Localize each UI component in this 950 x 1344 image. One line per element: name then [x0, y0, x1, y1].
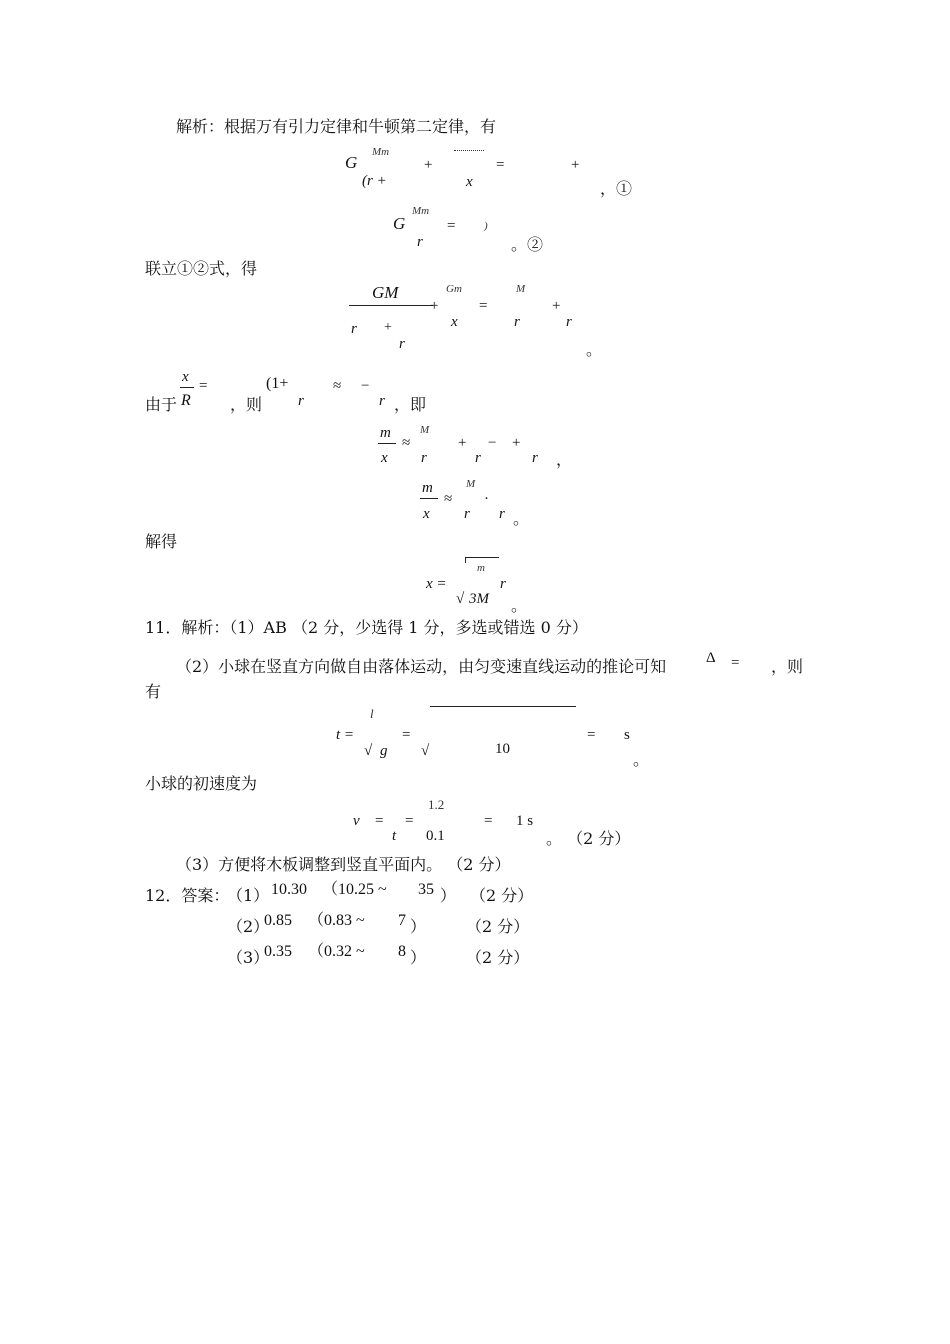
q12-row3-close: ）: [410, 948, 427, 967]
eq6-M: M: [466, 478, 476, 490]
eq1-den: (r +: [362, 173, 387, 189]
eq3-num: GM: [372, 283, 399, 302]
eq3-plus-c: +: [552, 298, 561, 314]
eq5-r2: r: [475, 450, 481, 466]
eq5-M: M: [420, 424, 430, 436]
t-radical-bar: [430, 706, 576, 707]
eq2-eq: =: [447, 218, 456, 234]
eq5-fraction-bar: [378, 443, 396, 444]
q11-then: ，则: [771, 657, 804, 676]
eq6-dot: ·: [484, 491, 489, 507]
eq7-end: 。: [511, 596, 528, 615]
eq4-minus: −: [361, 378, 370, 394]
eq3-x: x: [451, 314, 458, 330]
eq5-end: ，: [556, 450, 573, 469]
q11-initial-velocity: 小球的初速度为: [145, 774, 258, 793]
intro-text: 解析：根据万有引力定律和牛顿第二定律，有: [176, 117, 497, 136]
eq3-eq: =: [479, 298, 488, 314]
eq4-x: x: [182, 369, 189, 385]
since-text: 由于: [145, 395, 178, 414]
eq5-plus1: +: [458, 435, 467, 451]
q12-row1-val: 10.30: [271, 881, 307, 898]
q12-row3-range: （0.32 ~: [308, 943, 365, 960]
eq2-num: Mm: [412, 205, 430, 217]
t-eq-b: =: [402, 727, 411, 743]
eq1-x: x: [466, 174, 473, 190]
v-eq2: =: [405, 813, 414, 829]
q12-row2-val: 0.85: [264, 912, 292, 929]
t-g: g: [380, 743, 388, 759]
solve-text: 解得: [145, 532, 178, 551]
eq3-plus-b: +: [430, 298, 439, 314]
eq2-den: r: [417, 234, 423, 250]
q11-eq: =: [731, 655, 740, 671]
eq3-plus-a: +: [384, 320, 392, 335]
eq4-R: R: [181, 392, 191, 409]
v-lhs: v: [353, 813, 360, 829]
eq7-den: 3M: [469, 591, 489, 607]
q12-row3-val: 0.35: [264, 943, 292, 960]
eq5-plus2: +: [512, 435, 521, 451]
eq6-fraction-bar: [420, 498, 438, 499]
eq6-r2: r: [499, 506, 505, 522]
eq5-minus: −: [488, 435, 497, 451]
t-lhs: t =: [336, 727, 355, 743]
eq5-m: m: [380, 425, 391, 441]
eq3-num2: Gm: [446, 283, 462, 295]
q11-part3: （3）方便将木板调整到竖直平面内。 （2 分）: [176, 855, 511, 874]
q12-row2-score: （2 分）: [466, 917, 530, 936]
eq7-radical-bar: [465, 557, 499, 558]
eq1-tag: ，①: [600, 179, 633, 198]
v-t: t: [392, 828, 397, 844]
eq4-r2: r: [379, 393, 385, 409]
q12-row2-range: （0.83 ~: [308, 912, 365, 929]
eq4-r1: r: [298, 393, 304, 409]
eq6-r1: r: [464, 506, 470, 522]
q11-have: 有: [145, 682, 162, 701]
combine-text: 联立①②式，得: [145, 259, 258, 278]
t-end: 。: [633, 750, 650, 769]
sqrt-icon: √: [364, 743, 373, 759]
q11-delta: Δ: [706, 650, 716, 666]
eq7-r: r: [500, 576, 506, 592]
eq6-end: 。: [513, 509, 530, 528]
q12-row3-hi: 8: [398, 943, 406, 960]
eq7-lhs: x =: [426, 576, 447, 592]
eq2-G: G: [393, 214, 406, 233]
eq1-G: G: [345, 153, 358, 172]
eq4-ie: ，即: [394, 395, 427, 414]
eq5-r3: r: [532, 450, 538, 466]
q12-row2-hi: 7: [398, 912, 406, 929]
eq5-approx: ≈: [402, 435, 411, 451]
v-eq3: =: [484, 813, 493, 829]
t-eq-c: =: [587, 727, 596, 743]
eq4-eq: =: [199, 378, 208, 394]
t-l-glyph: l: [370, 706, 374, 721]
eq3-d2: r: [399, 336, 405, 352]
eq3-fraction-bar: [349, 305, 433, 306]
eq6-x: x: [423, 506, 430, 522]
q12-row2-idx: （2）: [227, 917, 270, 936]
v-eq: =: [375, 813, 384, 829]
eq5-r1: r: [421, 450, 427, 466]
q12-row1-idx: （1）: [227, 886, 270, 905]
v-num: 1.2: [428, 797, 445, 812]
v-unit: 1 s: [516, 813, 534, 829]
q11-part1: 11．解析：（1）AB （2 分，少选得 1 分，多选或错选 0 分）: [145, 618, 588, 637]
t-s: s: [624, 727, 630, 743]
eq1-dotted-bar: [454, 150, 484, 152]
q12-label: 12．答案：: [145, 886, 230, 905]
eq3-end: 。: [586, 340, 603, 359]
eq7-m: m: [477, 562, 485, 574]
v-end: 。 （2 分）: [546, 829, 631, 848]
eq6-approx: ≈: [444, 491, 453, 507]
eq4-fraction-bar: [180, 387, 194, 388]
eq3-M: M: [516, 283, 526, 295]
q12-row1-hi: 35: [418, 881, 434, 898]
eq2-tag: 。②: [511, 235, 544, 254]
q11-part2-text: （2）小球在竖直方向做自由落体运动，由匀变速直线运动的推论可知: [176, 657, 667, 676]
q12-row1-close: ）: [440, 886, 457, 905]
eq1-plus2: +: [571, 157, 580, 173]
eq3-r2: r: [566, 314, 572, 330]
eq2-tail: ): [484, 220, 488, 232]
q12-row2-close: ）: [410, 917, 427, 936]
q12-row3-score: （2 分）: [466, 948, 530, 967]
q12-row1-range: （10.25 ~: [322, 881, 387, 898]
eq4-open: (1+: [266, 375, 289, 392]
q12-row1-score: （2 分）: [470, 886, 534, 905]
eq1-num: Mm: [372, 146, 390, 158]
q12-row3-idx: （3）: [227, 948, 270, 967]
t-ten: 10: [495, 741, 510, 757]
eq6-m: m: [422, 480, 433, 496]
sqrt-icon: √: [421, 743, 430, 759]
eq5-x: x: [381, 450, 388, 466]
eq1-eq: =: [496, 157, 505, 173]
eq3-d1: r: [351, 321, 357, 337]
sqrt-icon: √: [456, 591, 465, 607]
v-den: 0.1: [426, 828, 445, 844]
eq4-then: ，则: [230, 395, 263, 414]
eq7-radical-tick: [465, 557, 466, 563]
eq1-plus1: +: [424, 157, 433, 173]
eq4-approx: ≈: [333, 378, 342, 394]
eq3-r1: r: [514, 314, 520, 330]
